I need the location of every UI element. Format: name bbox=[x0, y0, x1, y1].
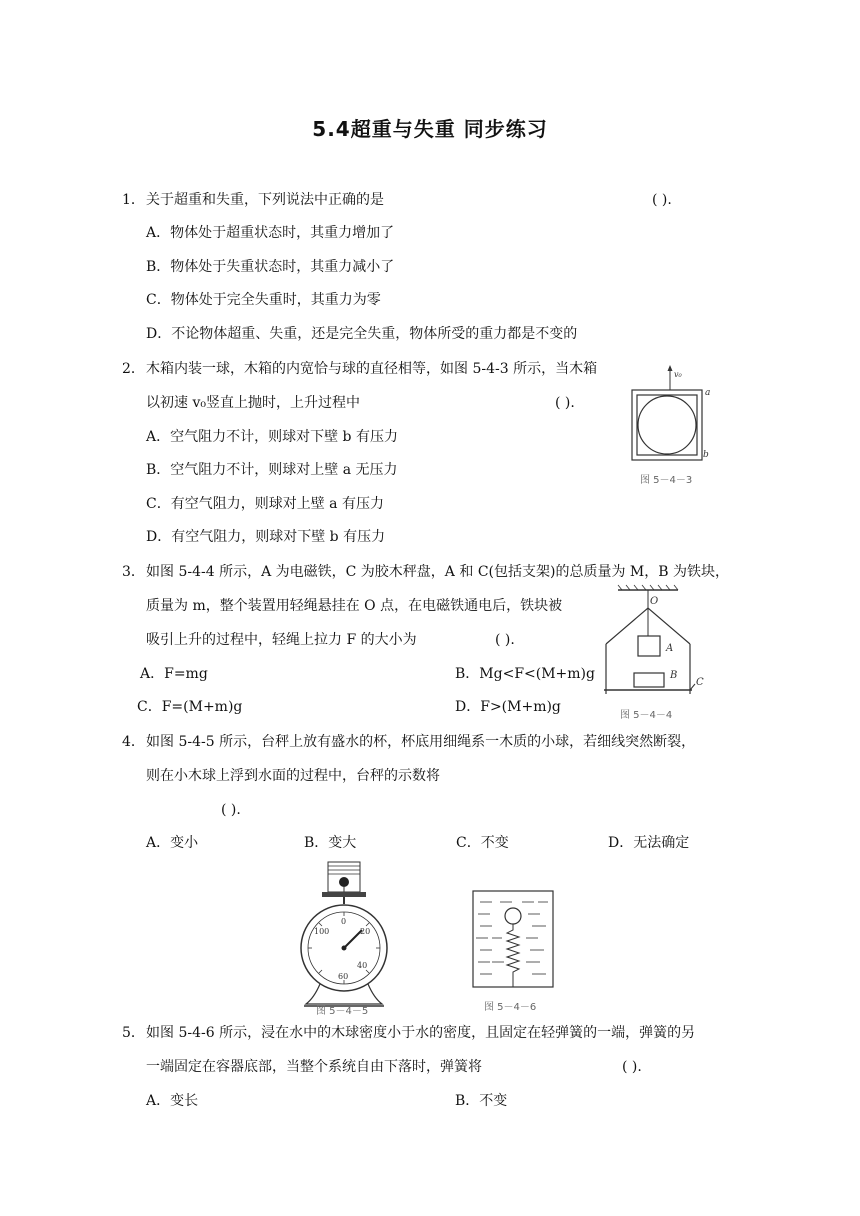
q5-option-b: B．不变 bbox=[455, 1093, 508, 1109]
q3-stem-line3: 吸引上升的过程中，轻绳上拉力 F 的大小为 bbox=[146, 632, 417, 648]
q1-option-d: D．不论物体超重、失重，还是完全失重，物体所受的重力都是不变的 bbox=[146, 326, 578, 342]
q4-option-c: C．不变 bbox=[456, 835, 509, 851]
q2-option-a: A．空气阻力不计，则球对下壁 b 有压力 bbox=[146, 429, 398, 445]
q1-number: 1． bbox=[122, 192, 145, 208]
q3-stem-line1: 如图 5-4-4 所示，A 为电磁铁，C 为胶木秤盘，A 和 C(包括支架)的总质量为 M，B 为铁块， bbox=[146, 564, 729, 580]
q3-stem-line2: 质量为 m，整个装置用轻绳悬挂在 O 点，在电磁铁通电后，铁块被 bbox=[146, 598, 563, 614]
q3-option-d: D．F>(M+m)g bbox=[455, 699, 561, 715]
q2-answer-paren: ( ). bbox=[555, 395, 575, 411]
q5-stem-line2: 一端固定在容器底部，当整个系统自由下落时，弹簧将 bbox=[146, 1059, 482, 1075]
q2-stem-line2: 以初速 v₀竖直上抛时，上升过程中 bbox=[146, 395, 360, 411]
q1-option-b: B．物体处于失重状态时，其重力减小了 bbox=[146, 259, 395, 275]
q4-option-b: B．变大 bbox=[304, 835, 357, 851]
q1-option-c: C．物体处于完全失重时，其重力为零 bbox=[146, 292, 381, 308]
q3-option-c: C．F=(M+m)g bbox=[137, 699, 243, 715]
q4-stem-line2: 则在小木球上浮到水面的过程中，台秤的示数将 bbox=[146, 768, 440, 784]
figure-label-a-magnet: A bbox=[666, 643, 674, 654]
q5-stem-line1: 如图 5-4-6 所示，浸在水中的木球密度小于水的密度，且固定在轻弹簧的一端，弹簧的另 bbox=[146, 1025, 696, 1041]
q4-option-d: D．无法确定 bbox=[608, 835, 690, 851]
q4-stem-line1: 如图 5-4-5 所示，台秤上放有盛水的杯，杯底用细绳系一木质的小球，若细线突然断裂， bbox=[146, 734, 696, 750]
q1-stem: 关于超重和失重，下列说法中正确的是 bbox=[146, 192, 384, 208]
dial-tick-40: 40 bbox=[357, 961, 368, 970]
q5-option-a: A．变长 bbox=[146, 1093, 199, 1109]
q4-option-a: A．变小 bbox=[146, 835, 199, 851]
q1-answer-paren: ( ). bbox=[652, 192, 672, 208]
q2-option-b: B．空气阻力不计，则球对上壁 a 无压力 bbox=[146, 462, 398, 478]
q2-stem-line1: 木箱内装一球，木箱的内宽恰与球的直径相等，如图 5-4-3 所示，当木箱 bbox=[146, 361, 598, 377]
figure-5-4-3 bbox=[626, 362, 726, 487]
figure-label-b: b bbox=[703, 450, 709, 460]
dial-tick-100: 100 bbox=[314, 927, 330, 936]
q1-option-a: A．物体处于超重状态时，其重力增加了 bbox=[146, 225, 395, 241]
figure-5-4-6 bbox=[470, 888, 560, 1018]
figure-5-4-5 bbox=[300, 858, 390, 1018]
figure-label-c-pan: C bbox=[696, 677, 704, 688]
figure-label-a: a bbox=[705, 388, 711, 398]
q3-option-a: A．F=mg bbox=[140, 666, 208, 682]
dial-tick-0: 0 bbox=[341, 917, 347, 926]
figure-caption: 图 5－4－3 bbox=[640, 475, 693, 486]
figure-caption: 图 5－4－5 bbox=[316, 1006, 369, 1017]
q2-option-c: C．有空气阻力，则球对上壁 a 有压力 bbox=[146, 496, 384, 512]
figure-caption: 图 5－4－4 bbox=[620, 710, 673, 721]
dial-tick-20: 20 bbox=[360, 927, 371, 936]
figure-5-4-4 bbox=[598, 584, 713, 724]
figure-caption: 图 5－4－6 bbox=[484, 1002, 537, 1013]
figure-label-b-iron: B bbox=[670, 670, 678, 681]
q3-number: 3． bbox=[122, 564, 145, 580]
q2-option-d: D．有空气阻力，则球对下壁 b 有压力 bbox=[146, 529, 386, 545]
q5-number: 5． bbox=[122, 1025, 145, 1041]
q4-answer-paren: ( ). bbox=[221, 802, 241, 818]
q3-answer-paren: ( ). bbox=[495, 632, 515, 648]
q3-option-b: B．Mg<F<(M+m)g bbox=[455, 666, 595, 682]
figure-velocity-label: v₀ bbox=[674, 370, 682, 379]
figure-label-o: O bbox=[650, 596, 659, 607]
q2-number: 2． bbox=[122, 361, 145, 377]
dial-tick-60: 60 bbox=[338, 972, 349, 981]
q4-number: 4． bbox=[122, 734, 145, 750]
q5-answer-paren: ( ). bbox=[622, 1059, 642, 1075]
page-title: 5.4超重与失重 同步练习 bbox=[312, 117, 548, 141]
